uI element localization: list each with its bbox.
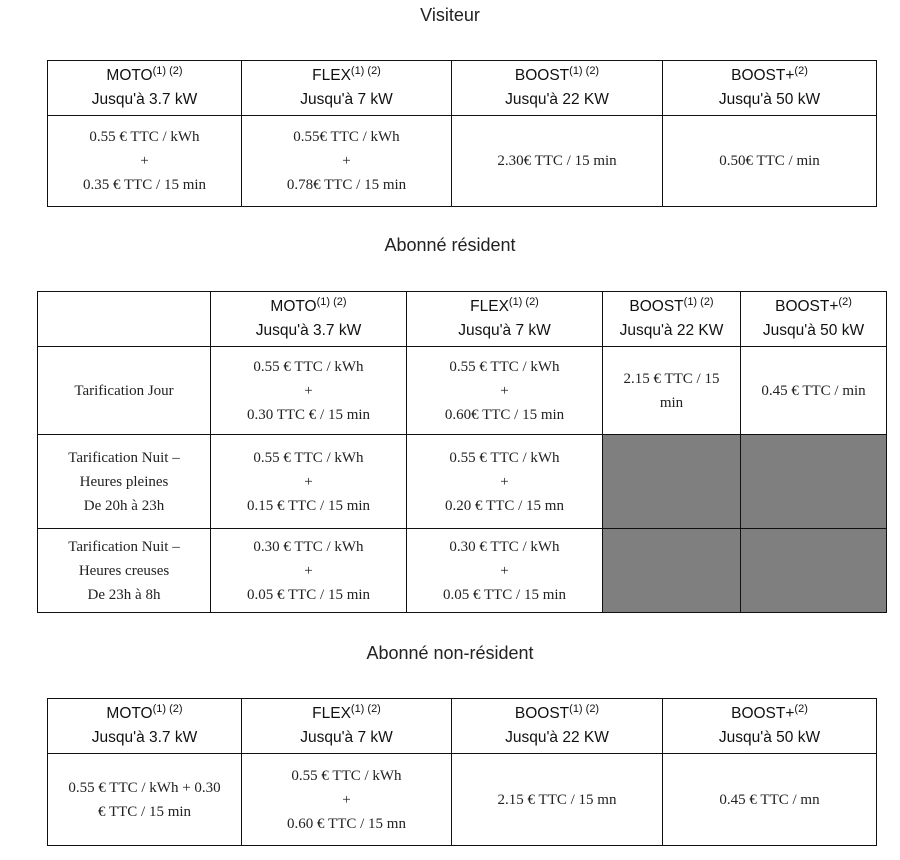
row-label-nuit-creuses: Tarification Nuit – Heures creuses De 23h à 8h [38,529,211,613]
unavailable-cell [741,529,887,613]
table-abonne-non-resident [47,698,877,846]
price-moto: 0.30 € TTC / kWh + 0.05 € TTC / 15 min [211,529,407,613]
row-label-jour: Tarification Jour [38,347,211,435]
price-flex: 0.55 € TTC / kWh + 0.20 € TTC / 15 mn [407,435,603,529]
price-boost: 2.15 € TTC / 15 mn [452,754,663,846]
header-boost-plus: BOOST+$^{(2)}$ Jusqu'à 50 kW [663,61,877,116]
price-boost: 2.30€ TTC / 15 min [452,116,663,207]
header-flex: $FLEX^{(1) (2)}$ Jusqu'à 7 kW [407,292,603,347]
corner-cell [38,292,211,347]
price-boost: 2.15 € TTC / 15 min [603,347,741,435]
table-header-row [48,699,877,754]
price-moto: 0.55 € TTC / kWh + 0.30 TTC € / 15 min [211,347,407,435]
section-title-visiteur: Visiteur [420,5,480,25]
price-boost-plus: 0.45 € TTC / mn [663,754,877,846]
header-moto: $MOTO^{(1) (2)}$ Jusqu'à 3.7 kW [211,292,407,347]
unavailable-cell [603,435,741,529]
header-flex: $FLEX^{(1) (2)}$ Jusqu'à 7 kW [242,61,452,116]
unavailable-cell [603,529,741,613]
row-label-nuit-pleines: Tarification Nuit – Heures pleines De 20h à 23h [38,435,211,529]
table-row-nuit-pleines [38,435,887,529]
table-header-row [48,61,877,116]
header-moto: $MOTO^{(1) (2)}$ Jusqu'à 3.7 kW [48,699,242,754]
price-moto: 0.55 € TTC / kWh + 0.30 € TTC / 15 min [48,754,242,846]
price-moto: 0.55 € TTC / kWh + 0.15 € TTC / 15 min [211,435,407,529]
header-boost: $BOOST^{(1) (2)}$ Jusqu'à 22 KW [603,292,741,347]
table-header-row [38,292,887,347]
table-row-nuit-creuses [38,529,887,613]
price-flex: 0.30 € TTC / kWh + 0.05 € TTC / 15 min [407,529,603,613]
section-title-abonne-resident: Abonné résident [384,235,516,255]
price-flex: 0.55 € TTC / kWh + 0.60 € TTC / 15 mn [242,754,452,846]
table-row [48,116,877,207]
table-visiteur [47,60,877,207]
price-boost-plus: 0.50€ TTC / min [663,116,877,207]
price-boost-plus: 0.45 € TTC / min [741,347,887,435]
price-flex: 0.55€ TTC / kWh + 0.78€ TTC / 15 min [242,116,452,207]
unavailable-cell [741,435,887,529]
section-title-abonne-non-resident: Abonné non-résident [366,643,534,663]
price-moto: 0.55 € TTC / kWh + 0.35 € TTC / 15 min [48,116,242,207]
header-boost: $BOOST^{(1) (2)}$ Jusqu'à 22 KW [452,699,663,754]
header-boost: $BOOST^{(1) (2)}$ Jusqu'à 22 KW [452,61,663,116]
header-boost-plus: BOOST+$^{(2)}$ Jusqu'à 50 kW [741,292,887,347]
table-abonne-resident [37,291,887,613]
header-moto: $MOTO^{(1) (2)}$ Jusqu'à 3.7 kW [48,61,242,116]
header-boost-plus: BOOST+$^{(2)}$ Jusqu'à 50 kW [663,699,877,754]
header-flex: $FLEX^{(1) (2)}$ Jusqu'à 7 kW [242,699,452,754]
table-row-jour [38,347,887,435]
table-row [48,754,877,846]
price-flex: 0.55 € TTC / kWh + 0.60€ TTC / 15 min [407,347,603,435]
